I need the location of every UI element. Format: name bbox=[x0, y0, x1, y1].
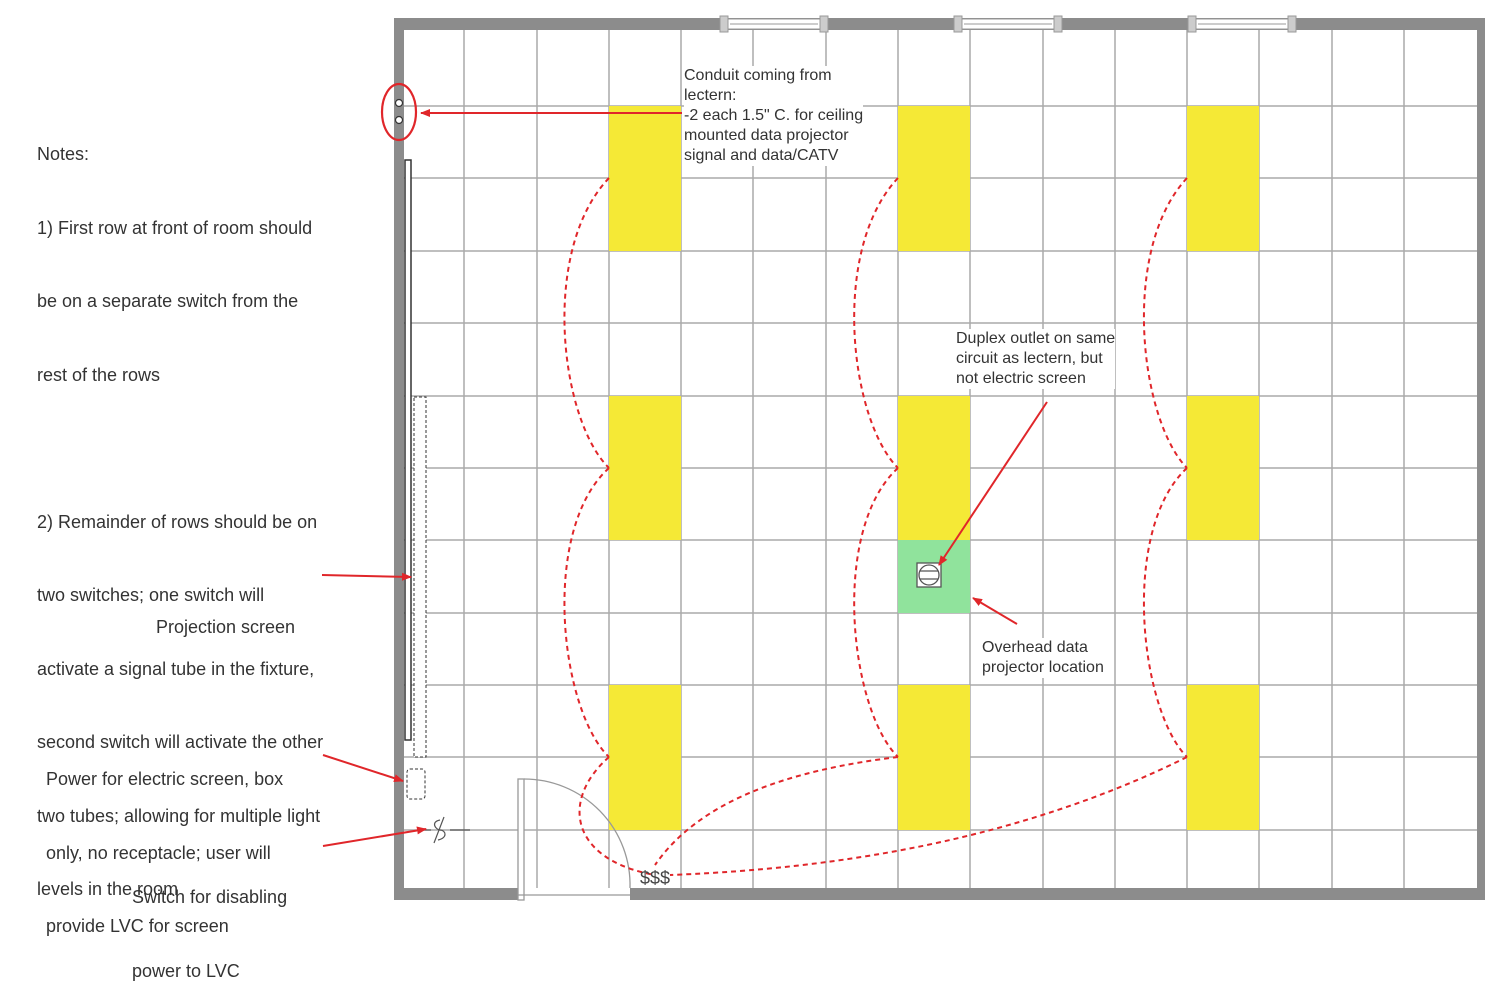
light-fixture bbox=[609, 685, 681, 830]
light-fixture bbox=[898, 685, 970, 830]
notes-line: 2) Remainder of rows should be on bbox=[37, 511, 318, 532]
duplex-outlet-callout: Duplex outlet on same circuit as lectern, but not electric screen bbox=[956, 330, 1116, 387]
notes-line: second switch will activate the other bbox=[37, 732, 324, 752]
power-box-icon bbox=[407, 769, 425, 799]
notes-line: two tubes; allowing for multiple light bbox=[37, 805, 321, 826]
notes-line: 1) First row at front of room should bbox=[37, 217, 313, 238]
notes-line bbox=[37, 436, 323, 461]
light-fixture bbox=[609, 106, 681, 251]
projector-location-callout: Overhead data projector location bbox=[982, 639, 1104, 676]
light-fixture bbox=[898, 106, 970, 251]
projection-screen-icon bbox=[405, 160, 426, 757]
notes-line: two switches; one switch will bbox=[37, 585, 265, 605]
notes-line: rest of the rows bbox=[37, 364, 161, 385]
notes-line: be on a separate switch from the bbox=[37, 291, 299, 311]
conduit-callout: Conduit coming from lectern: -2 each 1.5" C. for ceiling mounted data projector signal and data/CATV bbox=[684, 67, 864, 164]
light-fixture bbox=[1187, 396, 1259, 540]
notes-line: activate a signal tube in the fixture, bbox=[37, 658, 315, 679]
light-fixture bbox=[1187, 106, 1259, 251]
projection-screen-callout: Projection screen bbox=[156, 617, 296, 637]
power-screen-callout: Power for electric screen, box only, no receptacle; user will provide LVC for screen bbox=[46, 769, 284, 936]
light-fixture bbox=[1187, 685, 1259, 830]
switch-group-symbol: $$$ bbox=[640, 868, 671, 888]
light-fixture bbox=[609, 396, 681, 540]
light-fixture bbox=[898, 396, 970, 540]
switch-callout: Switch for disabling power to LVC bbox=[132, 887, 288, 981]
notes-line: levels in the room bbox=[37, 879, 179, 899]
notes-title: Notes: bbox=[37, 144, 90, 164]
duplex-outlet-icon bbox=[917, 563, 941, 587]
